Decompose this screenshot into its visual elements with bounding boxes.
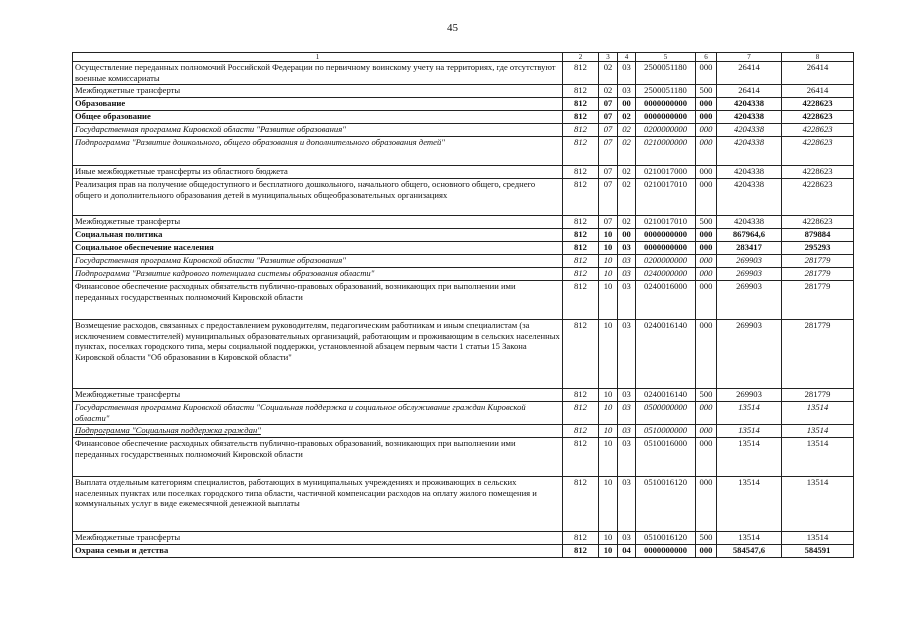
ministry-code: 812 — [563, 179, 599, 216]
page-number: 45 — [447, 22, 458, 34]
expense-type-code: 000 — [696, 425, 717, 438]
target-article-code: 0000000000 — [636, 545, 696, 558]
amount-year-2: 4228623 — [782, 137, 854, 166]
expense-type-code: 000 — [696, 438, 717, 477]
budget-table — [72, 52, 854, 558]
row-description: Подпрограмма "Развитие кадрового потенциала системы образования области" — [73, 268, 563, 281]
expense-type-code: 500 — [696, 85, 717, 98]
subsection-code: 03 — [618, 242, 636, 255]
ministry-code: 812 — [563, 137, 599, 166]
expense-type-code: 000 — [696, 477, 717, 532]
amount-year-2: 879884 — [782, 229, 854, 242]
amount-year-2: 4228623 — [782, 111, 854, 124]
target-article-code: 0510016120 — [636, 477, 696, 532]
amount-year-1: 13514 — [717, 425, 782, 438]
row-description: Осуществление переданных полномочий Российской Федерации по первичному воинскому учету на территориях, где отсутствуют военные комиссариаты — [73, 62, 563, 85]
section-code: 10 — [599, 255, 618, 268]
column-header: 4 — [618, 53, 636, 62]
section-code: 07 — [599, 216, 618, 229]
subsection-code: 03 — [618, 438, 636, 477]
expense-type-code: 000 — [696, 111, 717, 124]
amount-year-1: 13514 — [717, 532, 782, 545]
target-article-code: 0510016120 — [636, 532, 696, 545]
amount-year-1: 4204338 — [717, 111, 782, 124]
subsection-code: 03 — [618, 532, 636, 545]
ministry-code: 812 — [563, 438, 599, 477]
row-description: Социальное обеспечение населения — [73, 242, 563, 255]
subsection-code: 03 — [618, 389, 636, 402]
amount-year-1: 4204338 — [717, 166, 782, 179]
subsection-code: 02 — [618, 216, 636, 229]
section-code: 02 — [599, 85, 618, 98]
amount-year-2: 4228623 — [782, 98, 854, 111]
ministry-code: 812 — [563, 229, 599, 242]
row-description: Выплата отдельным категориям специалистов, работающих в муниципальных учреждениях и проживающих в сельских населенных пунктах или поселках городского типа области, частичной компенсации расходов на оплату жилого помещения и коммунальных услуг в виде ежемесячной денежной выплаты — [73, 477, 563, 532]
ministry-code: 812 — [563, 425, 599, 438]
subsection-code: 00 — [618, 229, 636, 242]
subsection-code: 03 — [618, 281, 636, 320]
amount-year-1: 269903 — [717, 281, 782, 320]
amount-year-2: 281779 — [782, 389, 854, 402]
amount-year-1: 13514 — [717, 477, 782, 532]
amount-year-2: 295293 — [782, 242, 854, 255]
expense-type-code: 000 — [696, 281, 717, 320]
amount-year-1: 4204338 — [717, 179, 782, 216]
table-row — [73, 124, 854, 137]
ministry-code: 812 — [563, 216, 599, 229]
expense-type-code: 000 — [696, 545, 717, 558]
row-description: Подпрограмма "Развитие дошкольного, общего образования и дополнительного образования детей" — [73, 137, 563, 166]
target-article-code: 0210017010 — [636, 216, 696, 229]
amount-year-1: 4204338 — [717, 124, 782, 137]
target-article-code: 0210017010 — [636, 179, 696, 216]
expense-type-code: 500 — [696, 216, 717, 229]
row-description: Возмещение расходов, связанных с предоставлением руководителям, педагогическим работникам и иным специалистам (за исключением совместителей) муниципальных образовательных организаций, работающим и проживающим в сельских населенных пунктах, поселках городского типа, меры социальной поддержки, установленной абзацем первым части 1 статьи 15 Закона Кировской области "Об образовании в Кировской области" — [73, 320, 563, 389]
section-code: 07 — [599, 124, 618, 137]
amount-year-1: 13514 — [717, 402, 782, 425]
column-header: 1 — [73, 53, 563, 62]
table-row — [73, 137, 854, 166]
table-row — [73, 242, 854, 255]
table-row — [73, 281, 854, 320]
amount-year-1: 269903 — [717, 255, 782, 268]
target-article-code: 0210000000 — [636, 137, 696, 166]
ministry-code: 812 — [563, 389, 599, 402]
table-row — [73, 438, 854, 477]
target-article-code: 0240016140 — [636, 389, 696, 402]
target-article-code: 0210017000 — [636, 166, 696, 179]
table-row — [73, 425, 854, 438]
expense-type-code: 000 — [696, 255, 717, 268]
expense-type-code: 000 — [696, 62, 717, 85]
row-description: Социальная политика — [73, 229, 563, 242]
section-code: 10 — [599, 438, 618, 477]
ministry-code: 812 — [563, 402, 599, 425]
table-row — [73, 545, 854, 558]
subsection-code: 02 — [618, 124, 636, 137]
table-row — [73, 111, 854, 124]
expense-type-code: 000 — [696, 229, 717, 242]
amount-year-1: 4204338 — [717, 98, 782, 111]
subsection-code: 03 — [618, 268, 636, 281]
amount-year-1: 269903 — [717, 320, 782, 389]
amount-year-2: 281779 — [782, 268, 854, 281]
section-code: 10 — [599, 242, 618, 255]
section-code: 07 — [599, 179, 618, 216]
column-header: 7 — [717, 53, 782, 62]
row-description: Межбюджетные трансферты — [73, 389, 563, 402]
section-code: 10 — [599, 402, 618, 425]
row-description: Межбюджетные трансферты — [73, 216, 563, 229]
expense-type-code: 000 — [696, 98, 717, 111]
section-code: 10 — [599, 477, 618, 532]
subsection-code: 03 — [618, 62, 636, 85]
table-row — [73, 532, 854, 545]
table-row — [73, 268, 854, 281]
amount-year-2: 4228623 — [782, 216, 854, 229]
ministry-code: 812 — [563, 268, 599, 281]
expense-type-code: 000 — [696, 137, 717, 166]
ministry-code: 812 — [563, 166, 599, 179]
subsection-code: 03 — [618, 320, 636, 389]
expense-type-code: 500 — [696, 389, 717, 402]
table-row — [73, 477, 854, 532]
table-row — [73, 85, 854, 98]
row-description: Финансовое обеспечение расходных обязательств публично-правовых образований, возникающих при выполнении ими переданных государственных полномочий Кировской области — [73, 438, 563, 477]
ministry-code: 812 — [563, 111, 599, 124]
amount-year-1: 13514 — [717, 438, 782, 477]
expense-type-code: 000 — [696, 179, 717, 216]
expense-type-code: 000 — [696, 242, 717, 255]
ministry-code: 812 — [563, 255, 599, 268]
section-code: 10 — [599, 268, 618, 281]
column-header: 5 — [636, 53, 696, 62]
row-description: Государственная программа Кировской области "Развитие образования" — [73, 255, 563, 268]
amount-year-2: 281779 — [782, 281, 854, 320]
column-header: 3 — [599, 53, 618, 62]
row-description: Государственная программа Кировской области "Социальная поддержка и социальное обслуживание граждан Кировской области" — [73, 402, 563, 425]
ministry-code: 812 — [563, 532, 599, 545]
amount-year-1: 4204338 — [717, 216, 782, 229]
expense-type-code: 000 — [696, 166, 717, 179]
target-article-code: 2500051180 — [636, 85, 696, 98]
amount-year-2: 13514 — [782, 402, 854, 425]
ministry-code: 812 — [563, 545, 599, 558]
row-description: Подпрограмма "Социальная поддержка граждан" — [73, 425, 563, 438]
amount-year-2: 4228623 — [782, 166, 854, 179]
subsection-code: 02 — [618, 111, 636, 124]
section-code: 10 — [599, 320, 618, 389]
target-article-code: 0000000000 — [636, 242, 696, 255]
expense-type-code: 000 — [696, 268, 717, 281]
amount-year-2: 4228623 — [782, 124, 854, 137]
subsection-code: 03 — [618, 402, 636, 425]
row-description: Межбюджетные трансферты — [73, 532, 563, 545]
section-code: 10 — [599, 532, 618, 545]
table-row — [73, 166, 854, 179]
amount-year-2: 584591 — [782, 545, 854, 558]
target-article-code: 0000000000 — [636, 111, 696, 124]
section-code: 10 — [599, 545, 618, 558]
column-header: 6 — [696, 53, 717, 62]
ministry-code: 812 — [563, 242, 599, 255]
amount-year-1: 269903 — [717, 389, 782, 402]
section-code: 10 — [599, 229, 618, 242]
subsection-code: 03 — [618, 477, 636, 532]
amount-year-2: 13514 — [782, 438, 854, 477]
subsection-code: 03 — [618, 85, 636, 98]
target-article-code: 0510000000 — [636, 425, 696, 438]
ministry-code: 812 — [563, 124, 599, 137]
amount-year-1: 867964,6 — [717, 229, 782, 242]
table-row — [73, 402, 854, 425]
expense-type-code: 500 — [696, 532, 717, 545]
amount-year-2: 26414 — [782, 85, 854, 98]
ministry-code: 812 — [563, 477, 599, 532]
row-description: Общее образование — [73, 111, 563, 124]
ministry-code: 812 — [563, 85, 599, 98]
ministry-code: 812 — [563, 62, 599, 85]
table-row — [73, 62, 854, 85]
amount-year-2: 4228623 — [782, 179, 854, 216]
expense-type-code: 000 — [696, 402, 717, 425]
table-row — [73, 98, 854, 111]
row-description: Охрана семьи и детства — [73, 545, 563, 558]
column-number-header-row — [73, 53, 854, 62]
section-code: 07 — [599, 137, 618, 166]
target-article-code: 2500051180 — [636, 62, 696, 85]
section-code: 10 — [599, 425, 618, 438]
amount-year-2: 13514 — [782, 477, 854, 532]
amount-year-1: 4204338 — [717, 137, 782, 166]
amount-year-1: 584547,6 — [717, 545, 782, 558]
amount-year-1: 269903 — [717, 268, 782, 281]
section-code: 10 — [599, 281, 618, 320]
subsection-code: 03 — [618, 255, 636, 268]
target-article-code: 0500000000 — [636, 402, 696, 425]
table-row — [73, 216, 854, 229]
row-description: Образование — [73, 98, 563, 111]
expense-type-code: 000 — [696, 124, 717, 137]
table-row — [73, 320, 854, 389]
target-article-code: 0240016000 — [636, 281, 696, 320]
amount-year-1: 26414 — [717, 85, 782, 98]
column-header: 8 — [782, 53, 854, 62]
subsection-code: 02 — [618, 137, 636, 166]
amount-year-2: 281779 — [782, 255, 854, 268]
ministry-code: 812 — [563, 98, 599, 111]
ministry-code: 812 — [563, 320, 599, 389]
amount-year-2: 281779 — [782, 320, 854, 389]
expense-type-code: 000 — [696, 320, 717, 389]
table-row — [73, 389, 854, 402]
section-code: 07 — [599, 98, 618, 111]
subsection-code: 00 — [618, 98, 636, 111]
table-row — [73, 229, 854, 242]
section-code: 07 — [599, 166, 618, 179]
ministry-code: 812 — [563, 281, 599, 320]
subsection-code: 02 — [618, 166, 636, 179]
row-description: Государственная программа Кировской области "Развитие образования" — [73, 124, 563, 137]
amount-year-2: 26414 — [782, 62, 854, 85]
subsection-code: 03 — [618, 425, 636, 438]
amount-year-2: 13514 — [782, 425, 854, 438]
amount-year-1: 26414 — [717, 62, 782, 85]
target-article-code: 0510016000 — [636, 438, 696, 477]
target-article-code: 0000000000 — [636, 229, 696, 242]
target-article-code: 0240016140 — [636, 320, 696, 389]
section-code: 10 — [599, 389, 618, 402]
column-header: 2 — [563, 53, 599, 62]
target-article-code: 0240000000 — [636, 268, 696, 281]
row-description: Реализация прав на получение общедоступного и бесплатного дошкольного, начального общего, основного общего, среднего общего и дополнительного образования детей в муниципальных общеобразовательных организациях — [73, 179, 563, 216]
target-article-code: 0000000000 — [636, 98, 696, 111]
table-row — [73, 255, 854, 268]
amount-year-1: 283417 — [717, 242, 782, 255]
amount-year-2: 13514 — [782, 532, 854, 545]
section-code: 02 — [599, 62, 618, 85]
target-article-code: 0200000000 — [636, 124, 696, 137]
table-row — [73, 179, 854, 216]
section-code: 07 — [599, 111, 618, 124]
row-description: Иные межбюджетные трансферты из областного бюджета — [73, 166, 563, 179]
subsection-code: 04 — [618, 545, 636, 558]
subsection-code: 02 — [618, 179, 636, 216]
row-description: Межбюджетные трансферты — [73, 85, 563, 98]
target-article-code: 0200000000 — [636, 255, 696, 268]
row-description: Финансовое обеспечение расходных обязательств публично-правовых образований, возникающих при выполнении ими переданных государственных полномочий Кировской области — [73, 281, 563, 320]
